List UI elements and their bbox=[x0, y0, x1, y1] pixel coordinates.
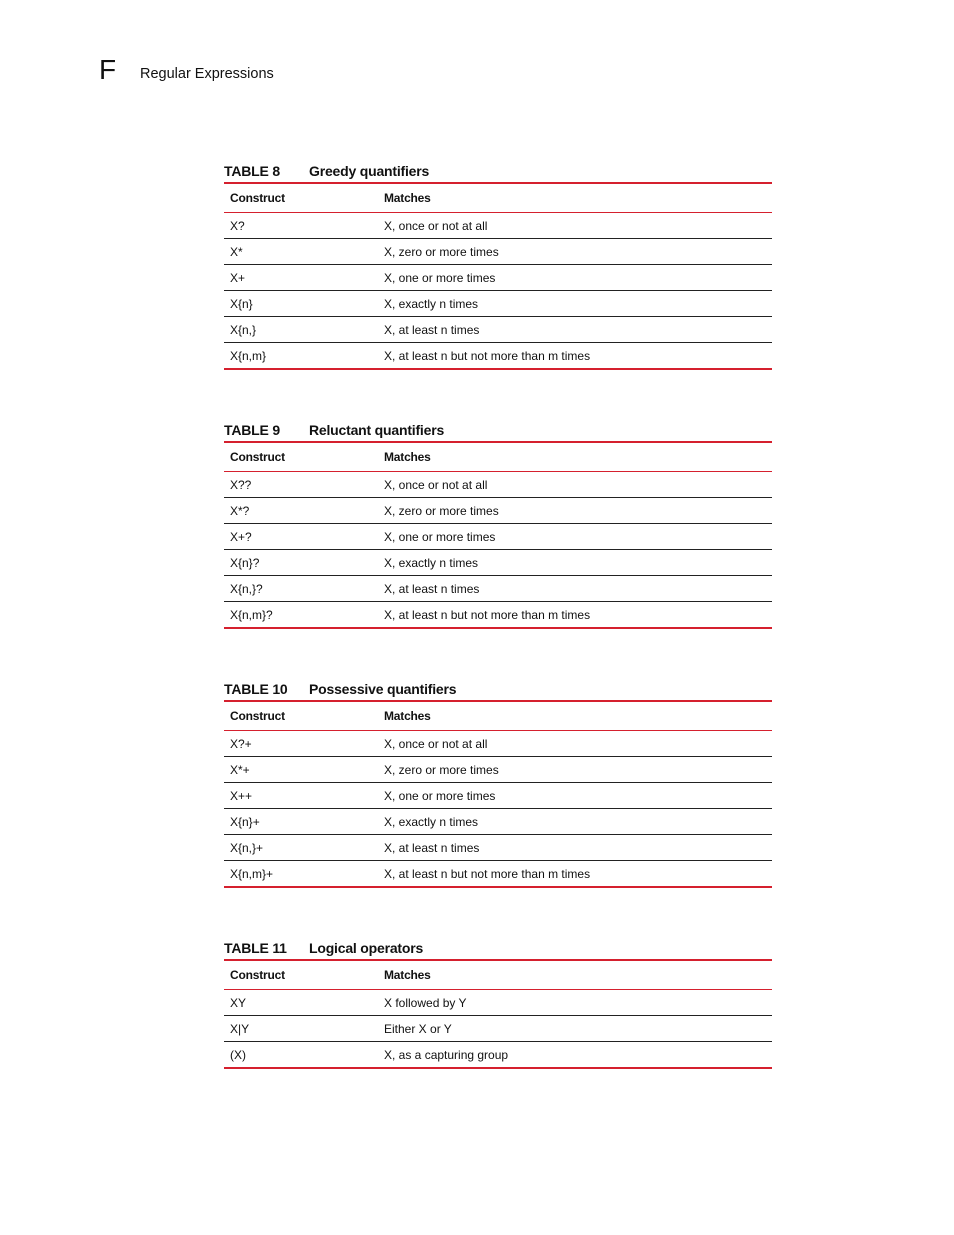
construct-cell: X{n}? bbox=[224, 550, 378, 576]
table-row bbox=[224, 783, 772, 809]
table-row bbox=[224, 602, 772, 629]
matches-cell: X, zero or more times bbox=[378, 239, 772, 265]
matches-cell: X, at least n times bbox=[378, 576, 772, 602]
table-caption bbox=[224, 677, 772, 700]
table-title: Possessive quantifiers bbox=[309, 680, 457, 697]
matches-cell: X, exactly n times bbox=[378, 550, 772, 576]
construct-cell: X{n,} bbox=[224, 317, 378, 343]
column-header-matches: Matches bbox=[384, 191, 431, 205]
table-block bbox=[224, 677, 772, 888]
table-header-row bbox=[224, 960, 772, 990]
construct-cell: X*+ bbox=[224, 757, 378, 783]
column-header-matches: Matches bbox=[384, 968, 431, 982]
table-row bbox=[224, 524, 772, 550]
matches-cell: X, as a capturing group bbox=[378, 1042, 772, 1069]
construct-cell: X?+ bbox=[224, 731, 378, 757]
column-header-construct: Construct bbox=[230, 709, 285, 723]
construct-cell: X+? bbox=[224, 524, 378, 550]
table-number: TABLE 10 bbox=[224, 680, 288, 697]
quantifier-table bbox=[224, 700, 772, 888]
matches-cell: X, one or more times bbox=[378, 524, 772, 550]
construct-cell: X{n,m}+ bbox=[224, 861, 378, 888]
table-row bbox=[224, 343, 772, 370]
construct-cell: X+ bbox=[224, 265, 378, 291]
construct-cell: X?? bbox=[224, 472, 378, 498]
matches-cell: X, exactly n times bbox=[378, 809, 772, 835]
table-block bbox=[224, 159, 772, 370]
table-row bbox=[224, 576, 772, 602]
table-caption bbox=[224, 936, 772, 959]
table-title: Reluctant quantifiers bbox=[309, 421, 445, 438]
column-header-construct: Construct bbox=[230, 450, 285, 464]
construct-cell: XY bbox=[224, 990, 378, 1016]
table-row bbox=[224, 498, 772, 524]
table-row bbox=[224, 835, 772, 861]
construct-cell: X*? bbox=[224, 498, 378, 524]
table-row bbox=[224, 757, 772, 783]
matches-cell: X, at least n times bbox=[378, 317, 772, 343]
matches-cell: X, at least n times bbox=[378, 835, 772, 861]
matches-cell: X, one or more times bbox=[378, 783, 772, 809]
table-header-row bbox=[224, 442, 772, 472]
table-caption bbox=[224, 159, 772, 182]
table-row bbox=[224, 472, 772, 498]
table-caption bbox=[224, 418, 772, 441]
construct-cell: X|Y bbox=[224, 1016, 378, 1042]
appendix-letter: F bbox=[99, 54, 117, 85]
table-row bbox=[224, 550, 772, 576]
table-header-row bbox=[224, 701, 772, 731]
section-title: Regular Expressions bbox=[140, 66, 274, 82]
table-block bbox=[224, 418, 772, 629]
table-row bbox=[224, 213, 772, 239]
table-row bbox=[224, 1042, 772, 1069]
construct-cell: X* bbox=[224, 239, 378, 265]
matches-cell: X, at least n but not more than m times bbox=[378, 343, 772, 370]
table-row bbox=[224, 317, 772, 343]
matches-cell: X, exactly n times bbox=[378, 291, 772, 317]
table-number: TABLE 9 bbox=[224, 421, 280, 438]
construct-cell: X{n}+ bbox=[224, 809, 378, 835]
matches-cell: X, once or not at all bbox=[378, 731, 772, 757]
construct-cell: X{n,}? bbox=[224, 576, 378, 602]
construct-cell: X++ bbox=[224, 783, 378, 809]
column-header-construct: Construct bbox=[230, 191, 285, 205]
quantifier-table bbox=[224, 182, 772, 370]
matches-cell: X, once or not at all bbox=[378, 472, 772, 498]
table-row bbox=[224, 1016, 772, 1042]
construct-cell: X{n,m}? bbox=[224, 602, 378, 629]
table-row bbox=[224, 990, 772, 1016]
construct-cell: X{n} bbox=[224, 291, 378, 317]
column-header-matches: Matches bbox=[384, 709, 431, 723]
matches-cell: X, zero or more times bbox=[378, 498, 772, 524]
matches-cell: Either X or Y bbox=[378, 1016, 772, 1042]
matches-cell: X, at least n but not more than m times bbox=[378, 602, 772, 629]
quantifier-table bbox=[224, 441, 772, 629]
table-number: TABLE 11 bbox=[224, 939, 287, 956]
matches-cell: X, one or more times bbox=[378, 265, 772, 291]
construct-cell: X{n,}+ bbox=[224, 835, 378, 861]
construct-cell: (X) bbox=[224, 1042, 378, 1069]
table-row bbox=[224, 291, 772, 317]
table-block bbox=[224, 936, 772, 1069]
table-row bbox=[224, 861, 772, 888]
construct-cell: X? bbox=[224, 213, 378, 239]
table-header-row bbox=[224, 183, 772, 213]
table-title: Logical operators bbox=[309, 939, 424, 956]
table-title: Greedy quantifiers bbox=[309, 162, 430, 179]
quantifier-table bbox=[224, 959, 772, 1069]
column-header-matches: Matches bbox=[384, 450, 431, 464]
table-row bbox=[224, 809, 772, 835]
column-header-construct: Construct bbox=[230, 968, 285, 982]
table-number: TABLE 8 bbox=[224, 162, 280, 179]
construct-cell: X{n,m} bbox=[224, 343, 378, 370]
tables-container bbox=[224, 159, 772, 1117]
matches-cell: X, at least n but not more than m times bbox=[378, 861, 772, 888]
table-row bbox=[224, 731, 772, 757]
matches-cell: X followed by Y bbox=[378, 990, 772, 1016]
table-row bbox=[224, 239, 772, 265]
table-row bbox=[224, 265, 772, 291]
matches-cell: X, zero or more times bbox=[378, 757, 772, 783]
matches-cell: X, once or not at all bbox=[378, 213, 772, 239]
